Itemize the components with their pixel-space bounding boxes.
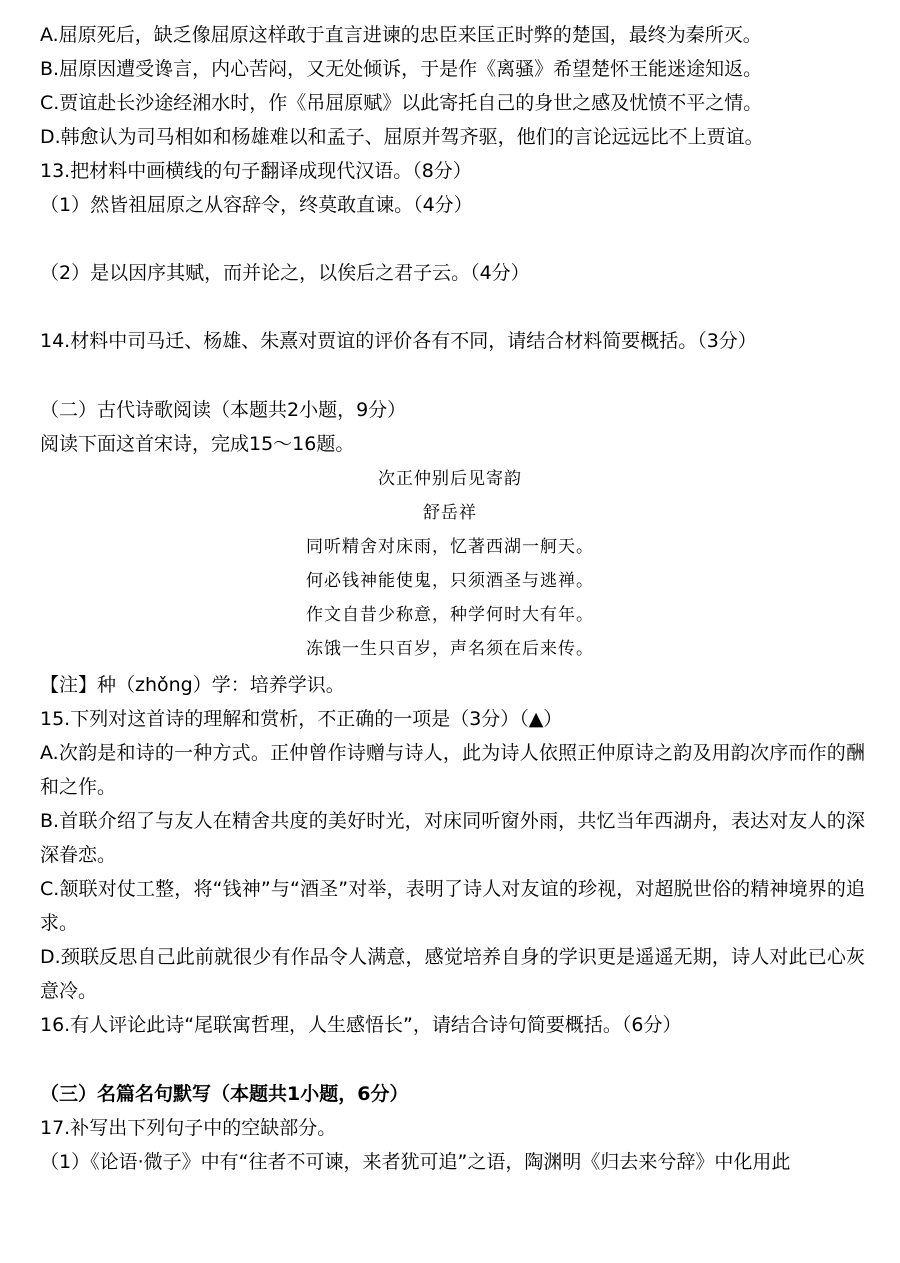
poem-author: 舒岳祥: [423, 503, 477, 523]
poem-note: 【注】种（zhǒng）学：培养学识。: [40, 674, 345, 696]
question-13-title: 13.把材料中画横线的句子翻译成现代汉语。（8分）: [40, 160, 472, 182]
poem-line-2: 何必钱神能使鬼，只须酒圣与逃禅。: [306, 571, 594, 591]
poem-title: 次正仲别后见寄韵: [378, 469, 522, 489]
section-2-intro: 阅读下面这首宋诗，完成15～16题。: [40, 433, 355, 455]
question-17-title: 17.补写出下列句子中的空缺部分。: [40, 1117, 337, 1139]
question-15-option-b: B.首联介绍了与友人在精舍共度的美好时光，对床同听窗外雨，共忆当年西湖舟，表达对友人的深深眷恋。: [40, 810, 865, 866]
question-15-option-d: D.颈联反思自己此前就很少有作品令人满意，感觉培养自身的学识更是遥遥无期，诗人对此已心灰意冷。: [40, 946, 865, 1002]
question-16-title: 16.有人评论此诗“尾联寓哲理，人生感悟长”，请结合诗句简要概括。（6分）: [40, 1014, 682, 1036]
poem-line-1: 同听精舍对床雨，忆著西湖一舸天。: [306, 537, 594, 557]
option-d: D.韩愈认为司马相如和杨雄难以和孟子、屈原并驾齐驱，他们的言论远远比不上贾谊。: [40, 126, 764, 148]
option-b: B.屈原因遭受谗言，内心苦闷，又无处倾诉，于是作《离骚》希望楚怀王能迷途知返。: [40, 58, 763, 80]
section-3-title: （三）名篇名句默写（本题共1小题，6分）: [40, 1083, 409, 1105]
question-13-sentence-1: （1）然皆祖屈原之从容辞令，终莫敢直谏。（4分）: [40, 194, 473, 216]
option-c: C.贾谊赴长沙途经湘水时，作《吊屈原赋》以此寄托自己的身世之感及忧愤不平之情。: [40, 92, 763, 114]
question-13-sentence-2: （2）是以因序其赋，而并论之，以俟后之君子云。（4分）: [40, 262, 530, 284]
poem-line-3: 作文自昔少称意，种学何时大有年。: [306, 605, 594, 625]
section-2-title: （二）古代诗歌阅读（本题共2小题，9分）: [40, 399, 407, 421]
poem-line-4: 冻饿一生只百岁，声名须在后来传。: [306, 639, 594, 659]
question-17-sentence-1: （1）《论语·微子》中有“往者不可谏，来者犹可追”之语，陶渊明《归去来兮辞》中化用此: [40, 1151, 791, 1173]
option-a: A.屈原死后，缺乏像屈原这样敢于直言进谏的忠臣来匡正时弊的楚国，最终为秦所灭。: [40, 24, 762, 46]
question-15-title: 15.下列对这首诗的理解和赏析，不正确的一项是（3分）（▲）: [40, 708, 563, 730]
question-14-title: 14.材料中司马迁、杨雄、朱熹对贾谊的评价各有不同，请结合材料简要概括。（3分）: [40, 330, 757, 352]
question-15-option-c: C.颔联对仗工整，将“钱神”与“酒圣”对举，表明了诗人对友谊的珍视，对超脱世俗的精神境界的追求。: [40, 878, 865, 934]
question-15-option-a: A.次韵是和诗的一种方式。正仲曾作诗赠与诗人，此为诗人依照正仲原诗之韵及用韵次序而作的酬和之作。: [40, 742, 865, 798]
